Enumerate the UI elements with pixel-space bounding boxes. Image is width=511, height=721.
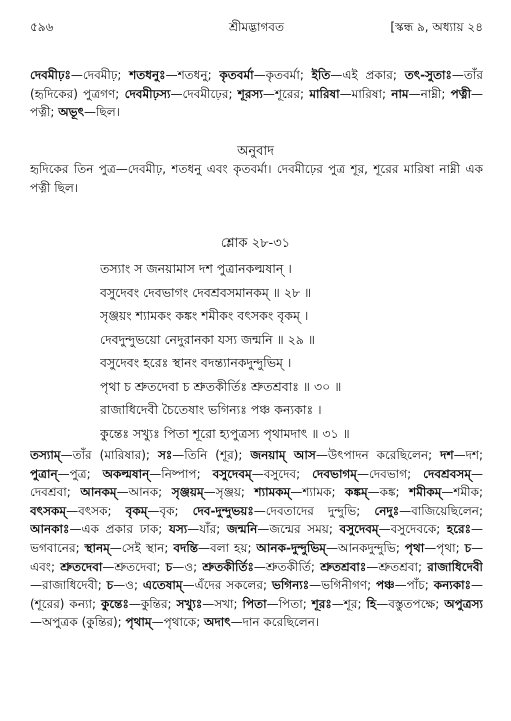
synonym-meaning: দেবশ্রবা — [30, 485, 67, 500]
synonym-meaning: শূর — [343, 596, 358, 611]
synonym-meaning: এক প্রকার ঢাক — [81, 522, 159, 537]
synonym-term: ইতি — [311, 68, 331, 82]
synonym-term: তস্যাম্ — [30, 448, 61, 462]
synonym-term: দেবভাগম্ — [312, 466, 357, 481]
synonym-meaning: এঁদের সকলের — [194, 578, 263, 593]
verse-line: তস্যাং স জনয়ামাস দশ পুত্রানকল্মষান্ । — [100, 261, 292, 276]
synonym-term: চ — [106, 578, 114, 593]
synonym-term: এতেষাম্ — [142, 578, 183, 593]
synonym-term: যস্য — [168, 522, 188, 537]
synonym-term: শ্যামকম্ — [254, 485, 291, 500]
synonym-term: পঞ্চ — [376, 578, 395, 593]
synonym-term: দেবমীঢ়স্য — [124, 86, 171, 101]
synonym-meaning: পিতা — [278, 596, 303, 611]
synonym-term: কুন্তেঃ — [100, 596, 129, 611]
synonym-meaning: ভগিনীগণ — [321, 578, 368, 593]
synonym-term: শ্রুতকীর্তিঃ — [202, 559, 254, 574]
synonym-meaning: ও — [125, 578, 134, 593]
synonym-meaning: শতধনু — [177, 68, 208, 82]
verse-line: সৃঞ্জয়ং শ্যামকং কঙ্কং শমীকং বৎসকং বৃকম্ । — [100, 308, 309, 323]
synonym-term: ভগিন্যঃ — [271, 578, 310, 593]
synonym-meaning: জন্মের সময় — [269, 522, 329, 537]
synonym-term: চ — [464, 540, 472, 555]
synonym-meaning: পৃথা — [436, 540, 456, 555]
synonym-term: কন্যকাঃ — [433, 578, 471, 593]
synonym-term: সখ্যুঃ — [176, 596, 203, 611]
synonym-term: আনকাঃ — [30, 522, 70, 537]
synonym-meaning: সেই স্থান — [121, 540, 165, 555]
synonym-meaning: নাম্নী — [420, 86, 442, 101]
shloka-heading: শ্লোক ২৮-৩১ — [220, 236, 291, 251]
synonym-meaning: কঙ্ক — [379, 485, 396, 500]
synonym-meaning: বসুদেবকে — [390, 522, 437, 537]
synonym-meaning: বস্তুতপক্ষে — [388, 596, 436, 611]
synonym-term: নেদুঃ — [374, 503, 400, 518]
synonym-meaning: দেবমীঢ়ের — [182, 86, 229, 101]
synonym-meaning: শ্রুতকীর্তি — [265, 559, 311, 574]
synonym-meaning: বৎসক — [78, 503, 108, 518]
synonym-term: নাম — [391, 86, 409, 101]
synonym-meaning: পুত্র — [69, 466, 87, 481]
synonym-meaning: মারিষা — [351, 86, 382, 101]
synonym-term: হি — [366, 596, 377, 611]
synonym-term: দেব-দুন্দুভয়ঃ — [192, 503, 254, 518]
synonym-term: শতধনুঃ — [129, 68, 166, 82]
synonym-term: শমীকম্ — [409, 485, 442, 500]
synonym-meaning: এবং — [30, 559, 51, 574]
synonym-term: অদাৎ — [204, 615, 231, 630]
book-title: শ্রীমদ্ভাগবত — [228, 20, 284, 34]
synonym-meaning: যাঁর — [199, 522, 217, 537]
synonym-meaning: ও — [184, 559, 194, 574]
synonym-term: রাজাধিদেবী — [427, 559, 483, 574]
synonym-term: অকল্মষান্ — [102, 466, 150, 481]
verse-line: বসুদেবং দেবভাগং দেবশ্রবসমানকম্ ॥ ২৮ ॥ — [100, 284, 312, 300]
synonym-meaning: নিষ্পাপ — [161, 466, 197, 481]
synonym-term: পৃথা — [404, 540, 425, 555]
synonyms-top: দেবমীঢ়ঃ—দেবমীঢ়; শতধনুঃ—শতধনু; কৃতবর্মা—কৃতবর্মা; ইতি—এই প্রকার; তৎ-সুতাঃ—তাঁর (হৃদিকের) পুত্রগণ; দেবমীঢ়স্য—দেবমীঢ়ের; শূরস্য—শূরের; মারিষা—মারিষা; নাম—নাম্নী; পত্নী—পত্নী; অভূৎ—ছিল। — [30, 68, 483, 119]
synonym-meaning: দেবমীঢ় — [82, 68, 118, 82]
synonym-meaning: সৃঞ্জয় — [215, 485, 241, 500]
synonym-meaning: আনকদুন্দুভি — [337, 540, 396, 555]
synonym-meaning: শ্রুতদেবা — [114, 559, 157, 574]
synonym-term: অভূৎ — [58, 105, 84, 119]
synonym-meaning: শ্রুতশ্রবা — [378, 559, 418, 574]
synonym-term: বৃকম্ — [125, 503, 148, 518]
synonym-meaning: দেবভাগ — [368, 466, 408, 481]
synonym-meaning: কুন্তির — [140, 596, 168, 611]
synonym-meaning: উৎপাদন করেছিলেন — [327, 448, 429, 462]
synonym-term: পৃথাম্ — [125, 615, 152, 630]
page-header — [30, 18, 483, 36]
synonym-meaning: শ্যামক — [302, 485, 332, 500]
synonyms-bottom: তস্যাম্—তাঁর (মারিষার); সঃ—তিনি (শূর); জনয়াম্ আস—উৎপাদন করেছিলেন; দশ—দশ; পুত্রান্—পুত্র; অকল্মষান্—নিষ্পাপ; বসুদেবম্—বসুদেব; দেবভাগম্—দেবভাগ; দেবশ্রবসম্—দেবশ্রবা; আনকম্—আনক; সৃঞ্জয়ম্—সৃঞ্জয়; শ্যামকম্—শ্যামক; কঙ্কম্—কঙ্ক; শমীকম্—শমীক; বৎসকম্—বৎসক; বৃকম্—বৃক; দেব-দুন্দুভয়ঃ—দেবতাদের দুন্দুভি; নেদুঃ—বাজিয়েছিলেন; আনকাঃ—এক প্রকার ঢাক; যস্য—যাঁর; জন্মনি—জন্মের সময়; বসুদেবম্—বসুদেবকে; হরেঃ—ভগবানের; স্থানম্—সেই স্থান; বদন্তি—বলা হয়; আনক-দুন্দুভিম্—আনকদুন্দুভি; পৃথা—পৃথা; চ—এবং; শ্রুতদেবা—শ্রুতদেবা; চ—ও; শ্রুতকীর্তিঃ—শ্রুতকীর্তি; শ্রুতশ্রবাঃ—শ্রুতশ্রবা; রাজাধিদেবী—রাজাধিদেবী; চ—ও; এতেষাম্—এঁদের সকলের; ভগিন্যঃ—ভগিনীগণ; পঞ্চ—পাঁচ; কন্যকাঃ—(শূরের) কন্যা; কুন্তেঃ—কুন্তির; সখ্যুঃ—সখা; পিতা—পিতা; শূরঃ—শূর; হি—বস্তুতপক্ষে; অপুত্রস্য—অপুত্রক (কুন্তির); পৃথাম্—পৃথাকে; অদাৎ—দান করেছিলেন। — [30, 448, 483, 630]
synonym-meaning: তাঁর (মারিষার) — [72, 448, 146, 462]
synonym-meaning: শূরের — [274, 86, 301, 101]
synonym-meaning: তাঁর (হৃদিকের) পুত্রগণ — [30, 68, 483, 101]
synonym-term: পত্নী — [450, 86, 472, 101]
synonym-meaning: (শূরের) কন্যা — [30, 596, 92, 611]
verse-line: দেবদুন্দুভয়ো নেদুরানকা যস্য জন্মনি ॥ ২৯ ॥ — [100, 331, 315, 347]
synonym-meaning: দশ — [465, 448, 479, 462]
synonym-term: শূরঃ — [311, 596, 332, 611]
synonym-meaning: দান করেছিলেন — [242, 615, 315, 630]
synonym-term: হরেঃ — [446, 522, 472, 537]
synonym-term: কৃতবর্মা — [219, 68, 254, 82]
synonym-term: স্থানম্ — [84, 540, 110, 555]
synonym-term: জনয়াম্ আস — [250, 448, 316, 462]
synonym-term: পিতা — [242, 596, 267, 611]
canto-chapter-label: [স্কন্ধ ৯, অধ্যায় ২৪ — [390, 20, 483, 34]
synonym-meaning: বৃক — [159, 503, 175, 518]
verse-line: কুন্তেঃ সখ্যুঃ পিতা শূরো হ্যপুত্রস্য পৃথামদাৎ ॥ ৩১ ॥ — [100, 425, 350, 441]
synonym-term: বৎসকম্ — [30, 503, 67, 518]
synonym-meaning: বসুদেব — [263, 466, 297, 481]
synonym-meaning: সখা — [214, 596, 234, 611]
synonym-meaning: বলা হয় — [210, 540, 248, 555]
synonym-meaning: ভগবানের — [30, 540, 76, 555]
synonym-term: শ্রুতদেবা — [60, 559, 103, 574]
synonym-term: চ — [165, 559, 173, 574]
synonym-term: দশ — [440, 448, 454, 462]
synonym-term: মারিষা — [309, 86, 340, 101]
translation-heading: অনুবাদ — [237, 144, 274, 159]
verse-line: বসুদেবং হরেঃ স্থানং বদন্ত্যানকদুন্দুভিম্ । — [100, 355, 292, 370]
synonym-meaning: ছিল — [96, 105, 116, 119]
synonym-term: দেবমীঢ়ঃ — [30, 68, 71, 82]
synonym-meaning: পাঁচ — [406, 578, 425, 593]
synonym-meaning: পৃথাকে — [163, 615, 197, 630]
page-number: ৫৯৬ — [30, 20, 54, 34]
synonym-term: তৎ-সুতাঃ — [404, 68, 452, 82]
synonym-term: শূরস্য — [237, 86, 263, 101]
synonym-term: সৃঞ্জয়ম্ — [171, 485, 204, 500]
synonym-term: কঙ্কম্ — [345, 485, 368, 500]
synonym-term: সঃ — [157, 448, 173, 462]
synonym-term: দেবশ্রবসম্ — [423, 466, 471, 481]
synonym-meaning: পত্নী — [30, 105, 51, 119]
translation-text: হৃদিকের তিন পুত্র—দেবমীঢ়, শতধনু এবং কৃতবর্মা। দেবমীঢ়ের পুত্র শূর, শূরের মারিষা নাম্নী এক পত্নী ছিল। — [30, 162, 483, 195]
verse-block — [100, 257, 491, 445]
synonym-term: বসুদেবম্ — [212, 466, 252, 481]
synonym-meaning: তিনি (শূর) — [184, 448, 239, 462]
synonym-meaning: আনক — [128, 485, 159, 500]
synonym-term: বসুদেবম্ — [339, 522, 379, 537]
synonym-meaning: কৃতবর্মা — [265, 68, 300, 82]
synonym-term: অপুত্রস্য — [444, 596, 483, 611]
synonym-term: জন্মনি — [226, 522, 258, 537]
synonym-meaning: শমীক — [453, 485, 479, 500]
synonym-term: শ্রুতশ্রবাঃ — [320, 559, 367, 574]
verse-line: রাজাধিদেবী চৈতেষাং ভগিন্যঃ পঞ্চ কন্যকাঃ । — [100, 402, 322, 417]
synonym-term: বদন্তি — [173, 540, 199, 555]
synonym-meaning: বাজিয়েছিলেন — [411, 503, 479, 518]
synonym-meaning: এই প্রকার — [342, 68, 393, 82]
synonym-meaning: রাজাধিদেবী — [42, 578, 98, 593]
synonym-term: পুত্রান্ — [30, 466, 58, 481]
synonym-meaning: অপুত্রক (কুন্তির) — [42, 615, 118, 630]
verse-line: পৃথা চ শ্রুতদেবা চ শ্রুতকীর্তিঃ শ্রুতশ্রবাঃ ॥ ৩০ ॥ — [100, 378, 342, 394]
synonym-term: আনক-দুন্দুভিম্ — [256, 540, 326, 555]
synonym-meaning: দেবতাদের দুন্দুভি — [265, 503, 357, 518]
synonym-term: আনকম্ — [80, 485, 117, 500]
